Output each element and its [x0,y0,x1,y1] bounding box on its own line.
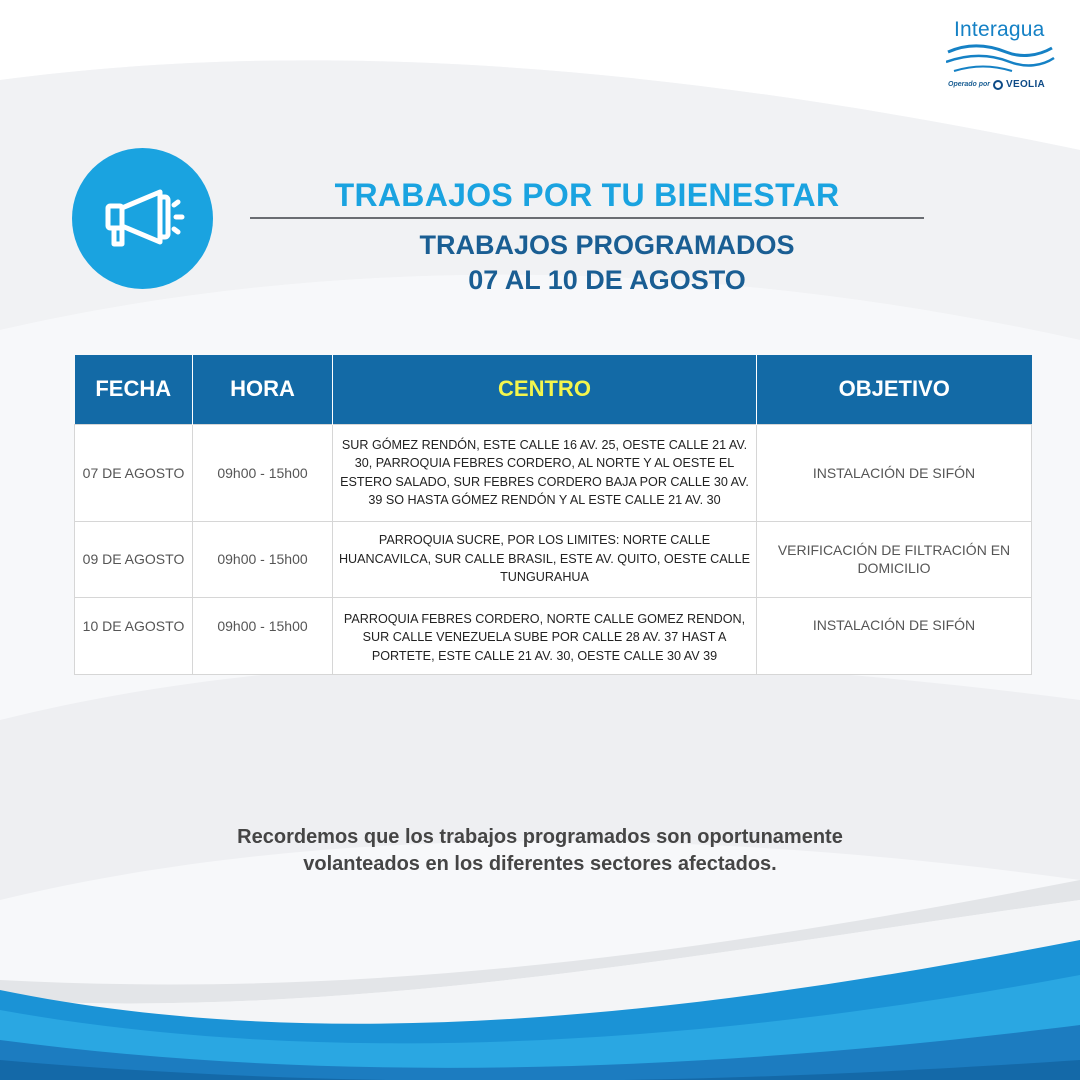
cell-objetivo: INSTALACIÓN DE SIFÓN [757,424,1032,521]
table-row [75,424,1032,521]
page-title: TRABAJOS POR TU BIENESTAR [334,177,840,213]
footer-note [140,824,940,878]
footer-line-1: Recordemos que los trabajos programados son oportunamente [237,826,843,848]
table-header-row [75,355,1032,424]
cell-objetivo: INSTALACIÓN DE SIFÓN [757,597,1032,674]
table-row [75,521,1032,597]
megaphone-badge [72,148,213,289]
header-fecha: FECHA [75,355,193,424]
header-objetivo: OBJETIVO [757,355,1032,424]
schedule-table [74,355,1032,675]
interagua-logo [946,18,1056,94]
megaphone-icon [72,148,213,289]
partner-name: VEOLIA [1006,79,1046,90]
cell-hora: 09h00 - 15h00 [193,424,333,521]
cell-hora: 09h00 - 15h00 [193,521,333,597]
header-centro: CENTRO [333,355,757,424]
footer-line-2: volanteados en los diferentes sectores afectados. [303,853,777,875]
cell-centro: PARROQUIA FEBRES CORDERO, NORTE CALLE GOMEZ RENDON, SUR CALLE VENEZUELA SUBE POR CALLE 28 AV. 37 HAST A PORTETE, ESTE CALLE 21 AV. 30, OESTE CALLE 30 AV 39 [333,597,757,674]
header-hora: HORA [193,355,333,424]
subtitle-line-1: TRABAJOS PROGRAMADOS [419,230,795,260]
cell-objetivo: VERIFICACIÓN DE FILTRACIÓN EN DOMICILIO [757,521,1032,597]
cell-fecha: 10 DE AGOSTO [75,597,193,674]
cell-fecha: 09 DE AGOSTO [75,521,193,597]
cell-centro: SUR GÓMEZ RENDÓN, ESTE CALLE 16 AV. 25, OESTE CALLE 21 AV. 30, PARROQUIA FEBRES CORDERO, AL NORTE Y AL OESTE EL ESTERO SALADO, SUR FEBRES CORDERO BAJA POR CALLE 30 AV. 39 SO HASTA GÓMEZ RENDÓN Y AL ESTE CALLE 21 AV. 30 [333,424,757,521]
operated-by [948,79,1045,90]
cell-hora: 09h00 - 15h00 [193,597,333,674]
cell-centro: PARROQUIA SUCRE, POR LOS LIMITES: NORTE CALLE HUANCAVILCA, SUR CALLE BRASIL, ESTE AV. QUITO, OESTE CALLE TUNGURAHUA [333,521,757,597]
subtitle-line-2: 07 AL 10 DE AGOSTO [468,265,746,295]
table-row [75,597,1032,674]
wave-logo-icon [946,42,1056,76]
page-subtitle [290,228,924,298]
brand-name: Interagua [954,18,1045,41]
operated-by-label: Operado por [948,81,991,88]
cell-fecha: 07 DE AGOSTO [75,424,193,521]
veolia-icon [993,80,1003,90]
title-divider [250,217,924,219]
